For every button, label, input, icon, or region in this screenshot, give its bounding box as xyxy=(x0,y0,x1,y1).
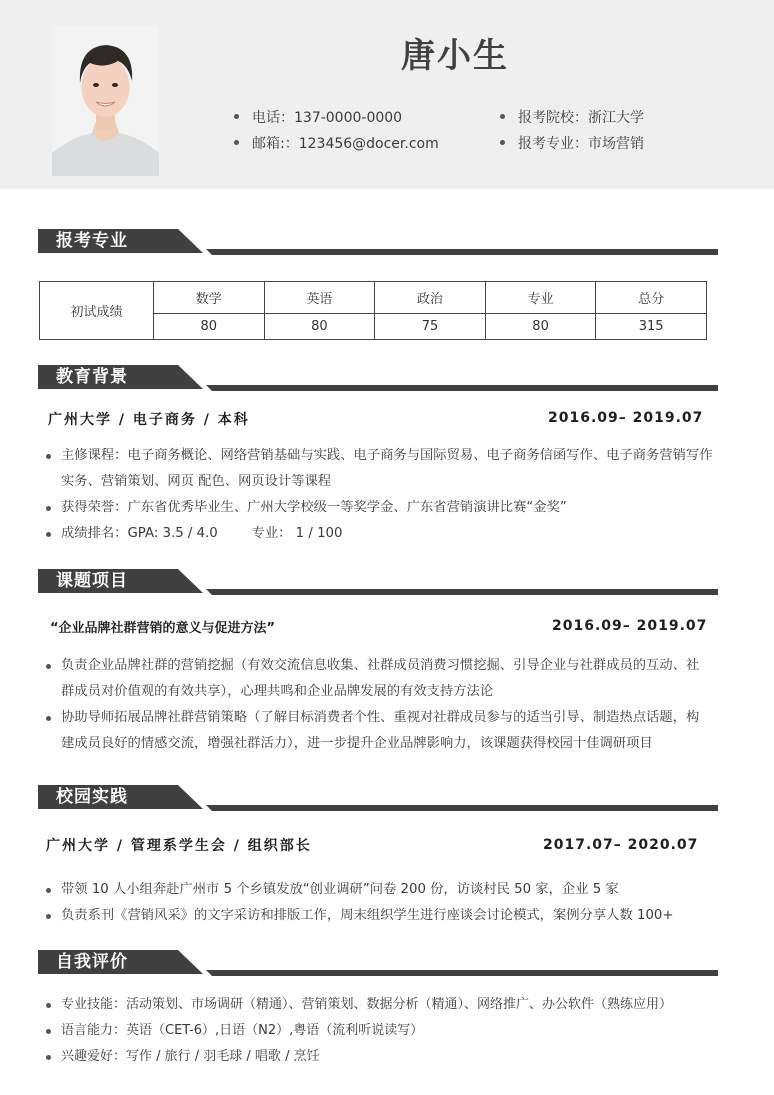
contact-email xyxy=(234,133,439,153)
subject-header: 专业 xyxy=(485,282,596,314)
section-rule xyxy=(206,249,718,255)
section-rule xyxy=(206,805,718,811)
subject-header: 数学 xyxy=(154,282,265,314)
contact-phone xyxy=(234,107,402,127)
section-header-campus xyxy=(38,785,718,811)
education-bullets xyxy=(43,443,713,547)
project-bullets xyxy=(43,653,703,757)
list-item: 协助导师拓展品牌社群营销策略（了解目标消费者个性、重视对社群成员参与的适当引导、制造热点话题，构建成员良好的情感交流，增强社群活力），进一步提升企业品牌影响力，该课题获得校园十佳调研项目 xyxy=(43,705,703,757)
school-text: 报考院校：浙江大学 xyxy=(518,110,644,126)
contact-school xyxy=(500,107,644,127)
section-header-education xyxy=(38,365,718,391)
list-item: 专业技能：活动策划、市场调研（精通）、营销策划、数据分析（精通）、网络推广、办公软件（熟练应用） xyxy=(43,992,733,1018)
section-header-major xyxy=(38,229,718,255)
campus-bullets xyxy=(43,877,723,929)
bullet-icon xyxy=(500,114,505,119)
score-cell: 80 xyxy=(154,314,265,340)
portrait-image xyxy=(52,25,159,176)
list-item: 负责企业品牌社群的营销挖掘（有效交流信息收集、社群成员消费习惯挖掘、引导企业与社群成员的互动、社群成员对价值观的有效共享），心理共鸣和企业品牌发展的有效支持方法论 xyxy=(43,653,703,705)
bullet-icon xyxy=(500,140,505,145)
subject-header: 总分 xyxy=(596,282,707,314)
section-title: 教育背景 xyxy=(56,367,128,387)
bullet-icon xyxy=(234,140,239,145)
score-cell: 80 xyxy=(485,314,596,340)
section-header-self xyxy=(38,950,718,976)
table-row xyxy=(40,282,707,314)
list-item: 成绩排名：GPA: 3.5 / 4.0 专业： 1 / 100 xyxy=(43,521,713,547)
subject-header: 政治 xyxy=(375,282,486,314)
list-item: 获得荣誉：广东省优秀毕业生、广州大学校级一等奖学金、广东省营销演讲比赛“金奖” xyxy=(43,495,713,521)
campus-heading: 广州大学 / 管理系学生会 / 组织部长 xyxy=(46,838,312,854)
list-item: 带领 10 人小组奔赴广州市 5 个乡镇发放“创业调研”问卷 200 份，访谈村民 50 家，企业 5 家 xyxy=(43,877,723,903)
subject-header: 英语 xyxy=(264,282,375,314)
list-item: 主修课程：电子商务概论、网络营销基础与实践、电子商务与国际贸易、电子商务信函写作、电子商务营销写作实务、营销策划、网页 配色、网页设计等课程 xyxy=(43,443,713,495)
profile-photo xyxy=(52,25,159,176)
section-header-project xyxy=(38,569,718,595)
self-bullets xyxy=(43,992,733,1070)
section-title: 课题项目 xyxy=(56,571,128,591)
education-date: 2016.09– 2019.07 xyxy=(548,410,704,426)
section-rule xyxy=(206,589,718,595)
phone-text: 电话：137-0000-0000 xyxy=(252,110,403,126)
section-title: 报考专业 xyxy=(56,231,128,251)
section-rule xyxy=(206,385,718,391)
list-item: 语言能力：英语（CET-6）,日语（N2）,粤语（流利听说读写） xyxy=(43,1018,733,1044)
education-heading: 广州大学 / 电子商务 / 本科 xyxy=(48,412,250,428)
project-date: 2016.09– 2019.07 xyxy=(552,618,708,634)
contact-major xyxy=(500,133,644,153)
score-cell: 80 xyxy=(264,314,375,340)
candidate-name: 唐小生 xyxy=(401,36,509,76)
bullet-icon xyxy=(234,114,239,119)
section-rule xyxy=(206,970,718,976)
campus-date: 2017.07– 2020.07 xyxy=(543,837,699,853)
project-heading: “企业品牌社群营销的意义与促进方法” xyxy=(50,621,276,636)
score-cell: 315 xyxy=(596,314,707,340)
score-row-label: 初试成绩 xyxy=(40,282,154,340)
section-title: 自我评价 xyxy=(56,952,128,972)
major-text: 报考专业：市场营销 xyxy=(518,136,644,152)
list-item: 兴趣爱好：写作 / 旅行 / 羽毛球 / 唱歌 / 烹饪 xyxy=(43,1044,733,1070)
score-cell: 75 xyxy=(375,314,486,340)
section-title: 校园实践 xyxy=(56,787,128,807)
list-item: 负责系刊《营销风采》的文字采访和排版工作，周末组织学生进行座谈会讨论模式，案例分享人数 100+ xyxy=(43,903,723,929)
score-table xyxy=(39,281,707,340)
email-text: 邮箱:：123456@docer.com xyxy=(252,136,439,152)
